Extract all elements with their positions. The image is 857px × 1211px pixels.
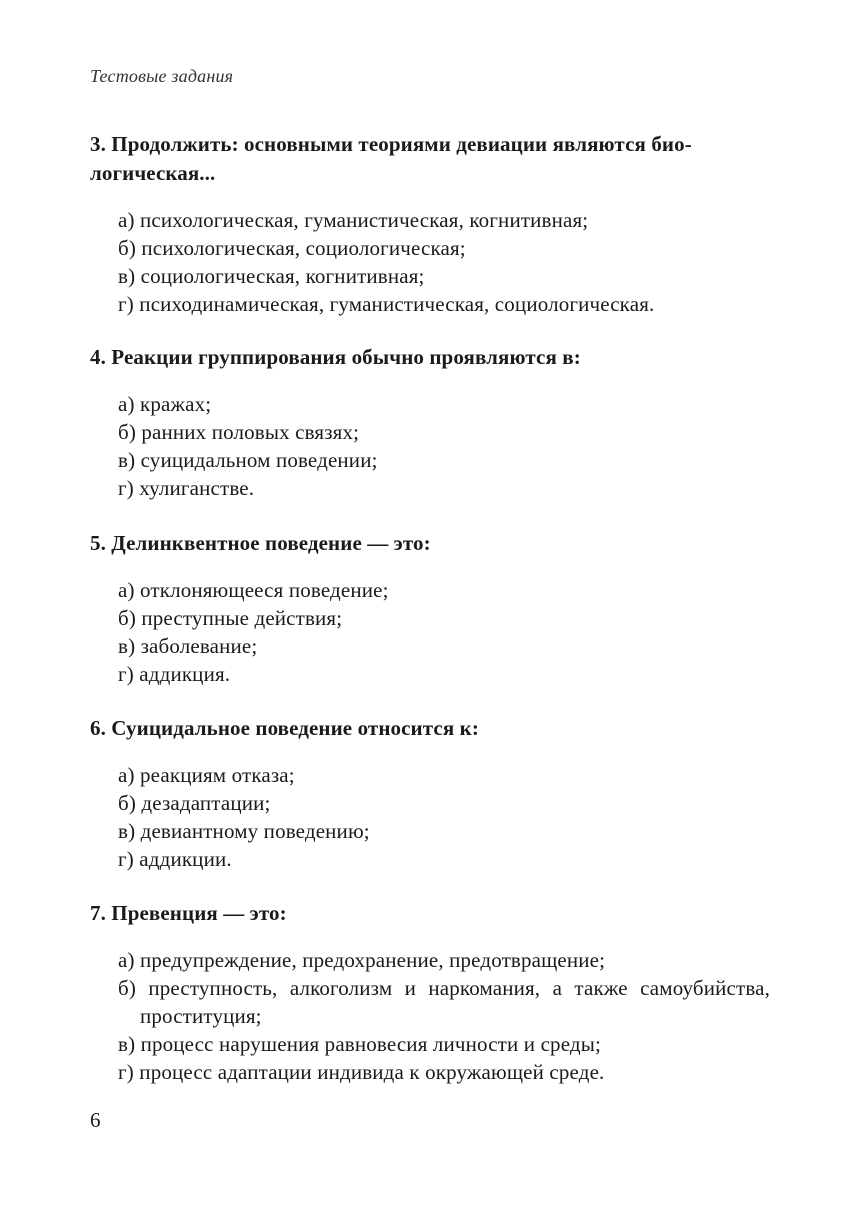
question-title: 4. Реакции группирования обычно проявляются в: [90,345,581,369]
question-title: 7. Превенция — это: [90,901,287,925]
answer-option: г) аддикция. [118,662,231,686]
question-7 [90,899,770,1086]
page-number: 6 [90,1108,101,1132]
answer-option: г) психодинамическая, гуманистическая, социологическая. [118,292,655,316]
question-title-line: 3. Продолжить: основными теориями девиации являются био- [90,132,692,156]
answer-option: а) реакциям отказа; [118,763,295,787]
question-4 [90,343,770,502]
answer-options [90,761,770,873]
answer-option: в) социологическая, когнитивная; [118,264,425,288]
answer-options [90,946,770,1086]
answer-options [90,206,770,318]
question-3 [90,130,770,318]
question-6 [90,714,770,873]
answer-option: б) психологическая, социологическая; [118,236,466,260]
answer-option: в) девиантному поведению; [118,819,370,843]
answer-options [90,576,770,688]
answer-option: в) заболевание; [118,634,258,658]
running-head: Тестовые задания [90,66,234,86]
answer-option: а) психологическая, гуманистическая, когнитивная; [118,208,589,232]
answer-option: б) дезадаптации; [118,791,271,815]
answer-option: г) аддикции. [118,847,232,871]
question-title: 6. Суицидальное поведение относится к: [90,716,479,740]
answer-option: б) ранних половых связях; [118,420,360,444]
answer-option: г) процесс адаптации индивида к окружающей среде. [118,1060,605,1084]
answer-option: б) преступность, алкоголизм и наркомания, а также самоубийства, проституция; [118,976,770,1028]
answer-option: в) суицидальном поведении; [118,448,378,472]
question-title: 5. Делинквентное поведение — это: [90,531,431,555]
answer-option: в) процесс нарушения равновесия личности и среды; [118,1032,601,1056]
answer-option: а) кражах; [118,392,212,416]
question-5 [90,529,770,688]
answer-option: г) хулиганстве. [118,476,255,500]
answer-option: б) преступные действия; [118,606,343,630]
question-title [90,130,770,188]
question-title-line: логическая... [90,161,216,185]
answer-option: а) предупреждение, предохранение, предотвращение; [118,948,606,972]
answer-option: а) отклоняющееся поведение; [118,578,389,602]
answer-options [90,390,770,502]
